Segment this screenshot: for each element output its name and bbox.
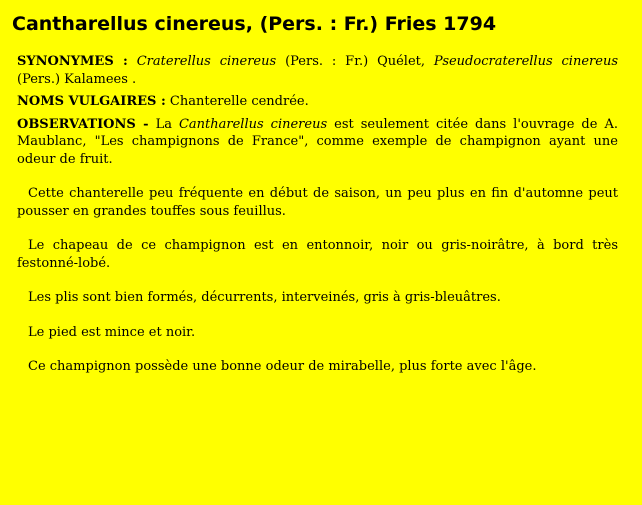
synonym-name-1: Craterellus cinereus: [136, 54, 277, 69]
paragraph-pied: Le pied est mince et noir.: [28, 324, 196, 340]
synonymes-label: SYNONYMES :: [17, 54, 128, 69]
article-content: [17, 53, 618, 376]
paragraph-odeur: Ce champignon possède une bonne odeur de mirabelle, plus forte avec l'âge.: [28, 359, 537, 374]
paragraph-habitat: Cette chanterelle peu fréquente en début de saison, un peu plus en fin d'automne peut pousser en grandes touffes sous feuillus.: [17, 186, 618, 219]
page-title: Cantharellus cinereus, (Pers. : Fr.) Fries 1794: [12, 13, 497, 35]
noms-vulgaires-text: Chanterelle cendrée.: [165, 94, 309, 109]
observations-label: OBSERVATIONS -: [17, 116, 149, 132]
noms-vulgaires-label: NOMS VULGAIRES :: [17, 94, 166, 109]
observations-species: Cantharellus cinereus: [178, 116, 328, 132]
observations-text-before: La: [148, 116, 179, 132]
synonym-author-2: (Pers.) Kalamees .: [17, 71, 137, 87]
noms-vulgaires-section: [17, 93, 618, 111]
observations-section: [17, 116, 618, 169]
paragraph-chapeau: Le chapeau de ce champignon est en entonnoir, noir ou gris-noirâtre, à bord très festonné-lobé.: [17, 238, 618, 271]
synonym-author-1: (Pers. : Fr.) Quélet,: [276, 54, 434, 69]
synonym-name-2: Pseudocraterellus cinereus: [433, 54, 618, 69]
observations-text-after: est seulement citée dans l'ouvrage de A. Maublanc, "Les champignons de France", comme exemple de champignon ayant une odeur de fruit.: [17, 116, 618, 167]
synonymes-section: [17, 53, 618, 88]
paragraph-plis: Les plis sont bien formés, décurrents, interveinés, gris à gris-bleuâtres.: [28, 290, 501, 305]
